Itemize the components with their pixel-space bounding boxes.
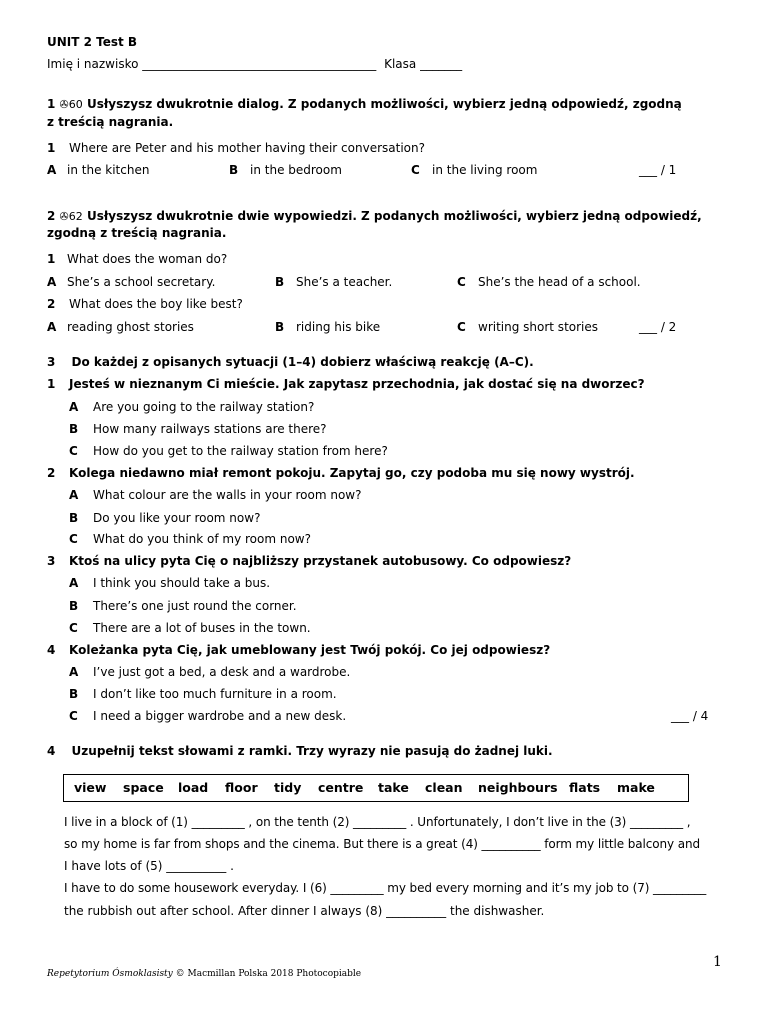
option-letter-b: B [69,511,79,525]
ex2-instruction [47,209,702,223]
word-box-item: space [123,780,164,795]
cd-icon: ✇ [59,210,69,223]
ex3-item4-option-a[interactable]: I’ve just got a bed, a desk and a wardrobe. [93,665,351,679]
word-box-item: centre [318,780,364,795]
word-box-item: floor [225,780,258,795]
name-label: Imię i nazwisko [47,57,139,71]
word-box-item: tidy [274,780,302,795]
ex2-q1-number: 1 [47,252,56,266]
ex2-instr-line1: Usłyszysz dwukrotnie dwie wypowiedzi. Z podanych możliwości, wybierz jedną odpowiedź, [86,209,702,223]
ex1-option-a[interactable]: in the kitchen [67,163,150,177]
ex3-item4-option-c[interactable]: I need a bigger wardrobe and a new desk. [93,709,347,723]
ex3-item-number: 4 [47,643,56,657]
gap-text-line[interactable]: so my home is far from shops and the cinema. But there is a great (4) __________ form my little balcony and [64,837,700,851]
ex1-instr-line1: Usłyszysz dwukrotnie dialog. Z podanych możliwości, wybierz jedną odpowiedź, zgodną [86,97,682,111]
option-letter-b: B [275,275,285,289]
option-letter-a: A [69,665,79,679]
footer-rights: © Macmillan Polska 2018 Photocopiable [175,969,362,979]
ex3-item1-option-c[interactable]: How do you get to the railway station from here? [93,444,388,458]
ex2-q2-text: What does the boy like best? [69,297,243,311]
word-box-item: load [178,780,209,795]
ex2-track: 62 [68,210,83,223]
ex4-number: 4 [47,744,56,758]
ex3-score[interactable]: ___ / 4 [671,709,709,723]
option-letter-c: C [411,163,420,177]
ex3-item-question: Ktoś na ulicy pyta Cię o najbliższy przystanek autobusowy. Co odpowiesz? [69,554,572,568]
ex3-number: 3 [47,355,56,369]
ex1-q1-text: Where are Peter and his mother having their conversation? [69,141,425,155]
option-letter-a: A [69,400,79,414]
ex1-instr-line2: z treścią nagrania. [47,115,174,129]
gap-text-line[interactable]: I live in a block of (1) _________ , on the tenth (2) _________ . Unfortunately, I don’t live in the (3) _________ , [64,815,691,829]
ex3-item2-option-b[interactable]: Do you like your room now? [93,511,261,525]
option-letter-c: C [69,709,78,723]
option-letter-a: A [47,163,57,177]
option-letter-c: C [69,621,78,635]
ex2-score[interactable]: ___ / 2 [639,320,677,334]
ex1-instruction [47,97,682,111]
ex3-item1-option-b[interactable]: How many railways stations are there? [93,422,327,436]
option-letter-b: B [69,422,79,436]
ex3-item3-option-a[interactable]: I think you should take a bus. [93,576,271,590]
footer-copyright [47,969,361,979]
ex3-item-number: 1 [47,377,56,391]
page-number: 1 [713,954,722,970]
gap-text-line[interactable]: the rubbish out after school. After dinner I always (8) __________ the dishwasher. [64,904,545,918]
ex4-instr-text: Uzupełnij tekst słowami z ramki. Trzy wyrazy nie pasują do żadnej luki. [71,744,553,758]
option-letter-a: A [47,275,57,289]
ex1-track: 60 [68,98,83,111]
ex3-item2-option-a[interactable]: What colour are the walls in your room now? [93,488,362,502]
ex3-item3-option-c[interactable]: There are a lot of buses in the town. [93,621,311,635]
ex3-instruction [47,355,534,369]
option-letter-c: C [69,532,78,546]
word-box-item: make [617,780,655,795]
ex2-number: 2 [47,209,56,223]
ex1-number: 1 [47,97,56,111]
ex1-option-b[interactable]: in the bedroom [250,163,342,177]
word-box-item: clean [425,780,463,795]
gap-text-line[interactable]: I have to do some housework everyday. I (6) _________ my bed every morning and it’s my job to (7) _________ [64,881,707,895]
ex3-item3-option-b[interactable]: There’s one just round the corner. [93,599,297,613]
ex3-item-question: Koleżanka pyta Cię, jak umeblowany jest Twój pokój. Co jej odpowiesz? [69,643,551,657]
option-letter-b: B [69,599,79,613]
ex2-q1-option-c[interactable]: She’s the head of a school. [478,275,641,289]
ex2-q2-option-a[interactable]: reading ghost stories [67,320,194,334]
ex1-score[interactable]: ___ / 1 [639,163,677,177]
option-letter-b: B [69,687,79,701]
ex1-option-c[interactable]: in the living room [432,163,538,177]
option-letter-b: B [275,320,285,334]
ex3-item1-option-a[interactable]: Are you going to the railway station? [93,400,315,414]
option-letter-c: C [69,444,78,458]
ex2-q1-option-a[interactable]: She’s a school secretary. [67,275,216,289]
cd-icon: ✇ [59,98,69,111]
word-box-item: take [378,780,409,795]
word-box-item: view [74,780,107,795]
ex3-instr-text: Do każdej z opisanych sytuacji (1–4) dobierz właściwą reakcję (A–C). [71,355,534,369]
ex3-item-question: Kolega niedawno miał remont pokoju. Zapytaj go, czy podoba mu się nowy wystrój. [69,466,635,480]
ex2-q2-number: 2 [47,297,56,311]
footer-book-title: Repetytorium Ósmoklasisty [47,969,173,979]
ex3-item-question: Jesteś w nieznanym Ci mieście. Jak zapytasz przechodnia, jak dostać się na dworzec? [69,377,645,391]
option-letter-a: A [47,320,57,334]
option-letter-a: A [69,488,79,502]
ex2-q2-option-c[interactable]: writing short stories [478,320,599,334]
option-letter-c: C [457,275,466,289]
gap-text-line[interactable]: I have lots of (5) __________ . [64,859,234,873]
option-letter-b: B [229,163,239,177]
ex3-item2-option-c[interactable]: What do you think of my room now? [93,532,311,546]
ex1-q1-number: 1 [47,141,56,155]
ex2-instr-line2: zgodną z treścią nagrania. [47,226,227,240]
ex3-item4-option-b[interactable]: I don’t like too much furniture in a room. [93,687,337,701]
word-box-item: flats [569,780,601,795]
name-blank[interactable]: _______________________________________ [142,57,377,71]
word-box-item: neighbours [478,780,558,795]
ex4-instruction [47,744,553,758]
class-blank[interactable]: _______ [420,57,463,71]
name-class-row [47,57,462,71]
class-label: Klasa [384,57,417,71]
ex2-q2-option-b[interactable]: riding his bike [296,320,381,334]
ex2-q1-option-b[interactable]: She’s a teacher. [296,275,393,289]
option-letter-a: A [69,576,79,590]
ex2-q1-text: What does the woman do? [67,252,228,266]
page-title: UNIT 2 Test B [47,35,138,49]
ex3-item-number: 3 [47,554,56,568]
option-letter-c: C [457,320,466,334]
word-box [63,774,689,802]
ex3-item-number: 2 [47,466,56,480]
